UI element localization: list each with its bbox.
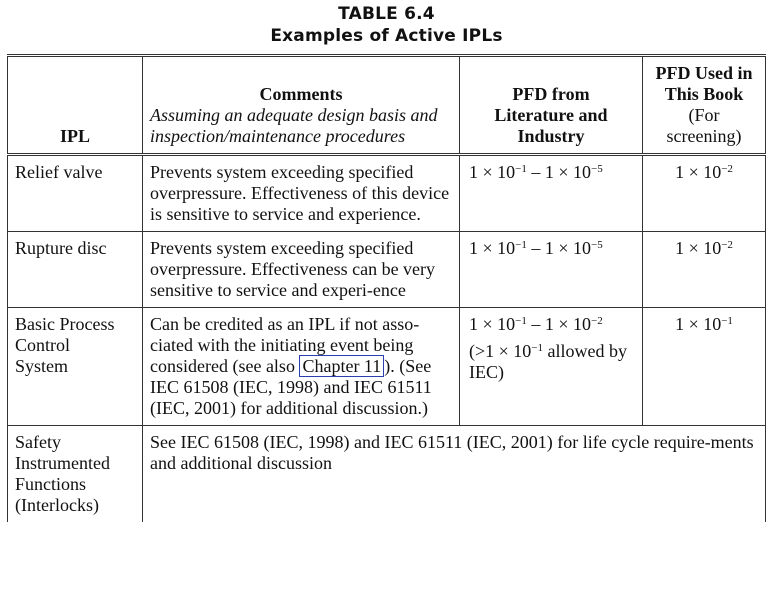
cell-ipl xyxy=(8,308,143,426)
cell-ipl-line-3: Functions xyxy=(15,474,87,494)
pfd-literature-low-exp: −1 xyxy=(515,315,527,327)
cell-ipl xyxy=(8,426,143,523)
header-comments-note-2: inspection/maintenance procedures xyxy=(150,126,406,146)
header-pfd-used-line-3: (For screening) xyxy=(666,105,742,146)
cell-ipl-line-2: Instrumented xyxy=(15,453,110,473)
pfd-literature-high-exp: −5 xyxy=(591,163,603,175)
pfd-used-value: 1 × 10 xyxy=(675,162,722,182)
cell-comment xyxy=(143,308,460,426)
pfd-literature-low: 1 × 10 xyxy=(469,238,516,258)
header-pfd-literature-line-1: PFD from xyxy=(512,84,590,104)
pfd-literature-low-exp: −1 xyxy=(515,239,527,251)
cell-comment-spanning: See IEC 61508 (IEC, 1998) and IEC 61511 (IEC, 2001) for life cycle require-ments and additional discussion xyxy=(143,426,766,523)
cell-ipl-line-1: Safety xyxy=(15,432,61,452)
table-row xyxy=(8,426,766,523)
table-row xyxy=(8,232,766,308)
pfd-note-part-2: allowed by IEC) xyxy=(469,341,627,382)
pfd-literature-high: – 1 × 10 xyxy=(526,314,592,334)
pfd-note-exp: −1 xyxy=(531,342,544,354)
header-ipl: IPL xyxy=(8,56,143,155)
cell-ipl-line-4: (Interlocks) xyxy=(15,495,99,515)
cell-pfd-literature xyxy=(460,308,643,426)
cell-comment: Prevents system exceeding specified overpressure. Effectiveness can be very sensitive to service and experi-ence xyxy=(143,232,460,308)
cell-ipl-line-2: Control xyxy=(15,335,71,355)
cell-pfd-used xyxy=(643,308,766,426)
pfd-literature-low-exp: −1 xyxy=(515,163,527,175)
cell-pfd-used xyxy=(643,155,766,232)
pfd-literature-low: 1 × 10 xyxy=(469,314,516,334)
table-row xyxy=(8,155,766,232)
header-comments-title: Comments xyxy=(259,84,343,104)
comment-text-post: ). (See IEC 61508 (IEC, 1998) and IEC 61511 (IEC, 2001) for additional discussion.) xyxy=(150,356,432,418)
pfd-literature-note xyxy=(469,341,635,383)
cell-pfd-literature xyxy=(460,232,643,308)
pfd-literature-high: – 1 × 10 xyxy=(526,162,592,182)
pfd-used-value: 1 × 10 xyxy=(675,238,722,258)
cell-ipl-line-3: System xyxy=(15,356,69,376)
cell-comment: Prevents system exceeding specified overpressure. Effectiveness of this device is sensitive to service and experience. xyxy=(143,155,460,232)
comment-text-pre: Can be credited as an IPL if not asso-ciated with the initiating event being considered (see also xyxy=(150,314,420,376)
table-row xyxy=(8,308,766,426)
cell-ipl-line-1: Basic Process xyxy=(15,314,115,334)
header-row xyxy=(8,56,766,155)
cell-pfd-used xyxy=(643,232,766,308)
header-pfd-literature-line-3: Industry xyxy=(517,126,585,146)
pfd-used-exp: −1 xyxy=(721,315,733,327)
header-comments xyxy=(143,56,460,155)
pfd-literature-low: 1 × 10 xyxy=(469,162,516,182)
pfd-used-exp: −2 xyxy=(721,163,733,175)
pfd-literature-range xyxy=(469,314,635,335)
pfd-note-part-1: (>1 × 10 xyxy=(469,341,532,361)
active-ipl-table xyxy=(7,54,766,522)
header-comments-note-1: Assuming an adequate design basis and xyxy=(150,105,438,125)
header-pfd-literature xyxy=(460,56,643,155)
cell-ipl: Rupture disc xyxy=(8,232,143,308)
header-pfd-used xyxy=(643,56,766,155)
pfd-literature-high-exp: −2 xyxy=(591,315,603,327)
header-pfd-used-line-2: This Book xyxy=(664,84,744,104)
pfd-literature-high: – 1 × 10 xyxy=(526,238,592,258)
chapter-11-link[interactable]: Chapter 11 xyxy=(299,355,384,377)
header-pfd-used-line-1: PFD Used in xyxy=(655,63,753,83)
cell-ipl: Relief valve xyxy=(8,155,143,232)
header-pfd-literature-line-2: Literature and xyxy=(494,105,608,125)
table-number: TABLE 6.4 xyxy=(338,4,435,24)
cell-pfd-literature xyxy=(460,155,643,232)
pfd-used-value: 1 × 10 xyxy=(675,314,722,334)
pfd-literature-high-exp: −5 xyxy=(591,239,603,251)
table-title: Examples of Active IPLs xyxy=(270,26,503,46)
pfd-used-exp: −2 xyxy=(721,239,733,251)
